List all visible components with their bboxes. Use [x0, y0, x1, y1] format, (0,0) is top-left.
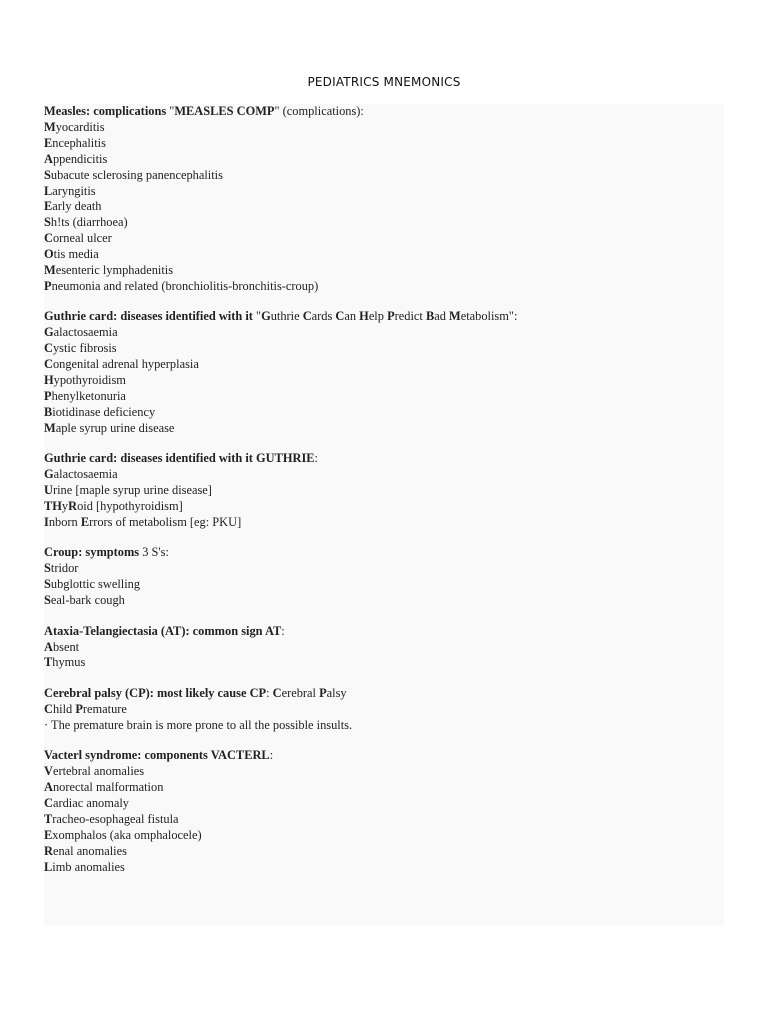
item-text: rine [maple syrup urine disease]: [52, 483, 212, 498]
item-initial: E: [44, 135, 53, 150]
heading-text: redict: [394, 309, 426, 324]
mnemonic-section: [44, 624, 724, 672]
item-text: ncephalitis: [52, 135, 106, 150]
item-bold-text: E: [80, 514, 90, 529]
item-initial: P: [44, 278, 52, 293]
mnemonic-item: [44, 499, 724, 515]
heading-text: ": [169, 104, 175, 118]
item-bold-text: TH: [44, 499, 62, 514]
mnemonic-item: [44, 184, 724, 200]
heading-text: ards: [311, 309, 336, 324]
mnemonic-item: [44, 168, 724, 184]
heading-bold-text: Guthrie card: diseases identified with it GUTHRIE: [44, 451, 315, 466]
mnemonic-section: [44, 545, 724, 609]
mnemonic-section: [44, 748, 724, 875]
mnemonic-item: [44, 325, 724, 341]
mnemonic-item: [44, 120, 724, 136]
mnemonic-item: [44, 828, 724, 844]
item-initial: C: [44, 341, 53, 356]
mnemonic-item: [44, 718, 724, 734]
mnemonic-item: [44, 136, 724, 152]
mnemonic-item: [44, 373, 724, 389]
item-text: · The premature brain is more prone to all the possible insults.: [44, 717, 353, 732]
item-text: hild: [52, 701, 76, 716]
mnemonic-item: [44, 655, 724, 671]
page-title: PEDIATRICS MNEMONICS: [307, 75, 461, 89]
item-text: ertebral anomalies: [52, 764, 145, 779]
mnemonic-item: [44, 764, 724, 780]
mnemonic-item: [44, 640, 724, 656]
item-text: imb anomalies: [52, 859, 125, 874]
heading-bold-text: C: [335, 309, 345, 324]
item-text: enal anomalies: [52, 843, 127, 858]
item-text: ppendicitis: [52, 151, 108, 166]
heading-bold-text: Measles: complications: [44, 104, 170, 118]
heading-text: ad: [434, 309, 450, 324]
item-text: nborn: [48, 514, 81, 529]
item-initial: E: [44, 199, 53, 214]
item-initial: S: [44, 577, 51, 592]
item-text: neumonia and related (bronchiolitis-bronchitis-croup): [51, 278, 319, 293]
heading-text: erebral: [281, 685, 320, 700]
item-text: arly death: [52, 199, 102, 214]
mnemonic-section: [44, 309, 724, 436]
item-initial: M: [44, 119, 56, 134]
item-initial: S: [44, 215, 51, 230]
mnemonic-item: [44, 199, 724, 215]
heading-text: ": [256, 309, 262, 324]
section-heading: [44, 545, 724, 561]
item-text: henylketonuria: [51, 389, 126, 403]
item-initial: E: [44, 827, 53, 842]
item-text: tridor: [50, 561, 79, 576]
item-initial: G: [44, 325, 54, 340]
section-heading: [44, 624, 724, 640]
section-heading: [44, 748, 724, 764]
item-initial: S: [44, 167, 51, 182]
heading-bold-text: Guthrie card: diseases identified with it: [44, 309, 257, 324]
item-text: orneal ulcer: [52, 231, 112, 246]
heading-bold-text: Vacterl syndrome: components VACTERL: [44, 748, 270, 763]
item-initial: G: [44, 467, 54, 482]
section-heading: [44, 451, 724, 467]
mnemonic-item: [44, 247, 724, 263]
item-text: alactosaemia: [53, 467, 118, 482]
heading-text: 3 S's:: [139, 545, 169, 560]
mnemonic-item: [44, 780, 724, 796]
heading-text: uthrie: [270, 309, 303, 324]
item-initial: M: [44, 420, 56, 435]
mnemonic-section: [44, 686, 724, 734]
heading-text: :: [269, 748, 274, 763]
item-text: eal-bark cough: [50, 593, 125, 608]
item-text: tis media: [53, 247, 99, 262]
mnemonic-item: [44, 279, 724, 295]
item-text: alactosaemia: [53, 325, 118, 340]
item-initial: T: [44, 655, 53, 670]
mnemonic-item: [44, 844, 724, 860]
heading-text: etabolism":: [460, 309, 518, 324]
item-initial: A: [44, 780, 53, 795]
mnemonic-item: [44, 467, 724, 483]
mnemonic-item: [44, 389, 724, 405]
item-text: norectal malformation: [52, 780, 164, 795]
heading-bold-text: Croup: symptoms: [44, 545, 140, 560]
item-text: ubglottic swelling: [50, 577, 141, 592]
heading-text: an: [344, 309, 360, 324]
item-text: yocarditis: [55, 119, 105, 134]
item-initial: L: [44, 859, 53, 874]
item-text: iotidinase deficiency: [52, 404, 156, 419]
heading-bold-text: P: [319, 685, 327, 700]
mnemonic-item: [44, 702, 724, 718]
mnemonic-item: [44, 483, 724, 499]
mnemonic-item: [44, 561, 724, 577]
heading-text: elp: [368, 309, 388, 324]
item-bold-text: C: [44, 701, 53, 716]
item-initial: R: [44, 843, 53, 858]
mnemonic-item: [44, 263, 724, 279]
mnemonic-item: [44, 421, 724, 437]
mnemonic-item: [44, 577, 724, 593]
item-bold-text: P: [75, 701, 83, 716]
item-initial: S: [44, 561, 51, 576]
item-initial: H: [44, 373, 54, 388]
mnemonic-item: [44, 812, 724, 828]
heading-text: :: [266, 685, 273, 700]
item-text: aple syrup urine disease: [55, 420, 175, 435]
heading-bold-text: H: [359, 309, 369, 324]
heading-text: " (complications):: [274, 104, 364, 118]
item-text: ardiac anomaly: [52, 796, 129, 810]
item-initial: V: [44, 764, 53, 779]
mnemonic-item: [44, 215, 724, 231]
item-text: bsent: [52, 639, 80, 654]
heading-bold-text: M: [449, 309, 461, 324]
heading-bold-text: C: [302, 309, 312, 324]
item-initial: A: [44, 639, 53, 654]
mnemonic-item: [44, 515, 724, 531]
item-text: remature: [82, 701, 127, 716]
item-text: ongenital adrenal hyperplasia: [52, 357, 199, 372]
heading-text: :: [281, 623, 285, 638]
item-text: oid [hypothyroidism]: [77, 499, 183, 514]
mnemonic-item: [44, 341, 724, 357]
item-initial: C: [44, 796, 53, 810]
mnemonic-item: [44, 405, 724, 421]
heading-text: alsy: [326, 685, 347, 700]
item-initial: T: [44, 811, 53, 826]
section-heading: [44, 309, 724, 325]
item-initial: B: [44, 404, 53, 419]
document-body: [44, 104, 724, 926]
mnemonic-item: [44, 152, 724, 168]
item-text: racheo-esophageal fistula: [52, 811, 179, 826]
mnemonic-section: [44, 451, 724, 531]
item-initial: A: [44, 151, 53, 166]
item-text: ypothyroidism: [53, 373, 126, 388]
item-initial: L: [44, 183, 53, 198]
item-text: y: [61, 499, 69, 514]
item-text: ystic fibrosis: [52, 341, 117, 356]
item-initial: S: [44, 593, 51, 608]
heading-bold-text: Cerebral palsy (CP): most likely cause CP: [44, 685, 267, 700]
item-text: rrors of metabolism [eg: PKU]: [89, 514, 242, 529]
item-initial: M: [44, 263, 56, 278]
item-text: xomphalos (aka omphalocele): [52, 827, 202, 842]
mnemonic-section: [44, 104, 724, 295]
item-text: esenteric lymphadenitis: [55, 263, 174, 278]
heading-bold-text: P: [387, 309, 395, 324]
section-heading: [44, 686, 724, 702]
item-text: aryngitis: [52, 183, 96, 198]
item-text: ubacute sclerosing panencephalitis: [50, 167, 223, 182]
item-initial: P: [44, 389, 52, 403]
heading-bold-text: B: [425, 309, 435, 324]
mnemonic-item: [44, 593, 724, 609]
mnemonic-item: [44, 796, 724, 812]
item-initial: C: [44, 231, 53, 246]
item-bold-text: I: [44, 514, 49, 529]
item-text: h!ts (diarrhoea): [50, 215, 128, 230]
item-bold-text: R: [68, 499, 78, 514]
item-initial: U: [44, 483, 53, 498]
item-initial: O: [44, 247, 54, 262]
heading-text: :: [314, 451, 318, 466]
mnemonic-item: [44, 860, 724, 876]
heading-bold-text: MEASLES COMP: [174, 104, 275, 118]
heading-bold-text: G: [261, 309, 271, 324]
section-heading: [44, 104, 724, 120]
item-initial: C: [44, 357, 53, 372]
mnemonic-item: [44, 231, 724, 247]
heading-bold-text: C: [272, 685, 282, 700]
item-text: hymus: [52, 655, 86, 670]
heading-bold-text: Ataxia-Telangiectasia (AT): common sign AT: [44, 623, 282, 638]
mnemonic-item: [44, 357, 724, 373]
